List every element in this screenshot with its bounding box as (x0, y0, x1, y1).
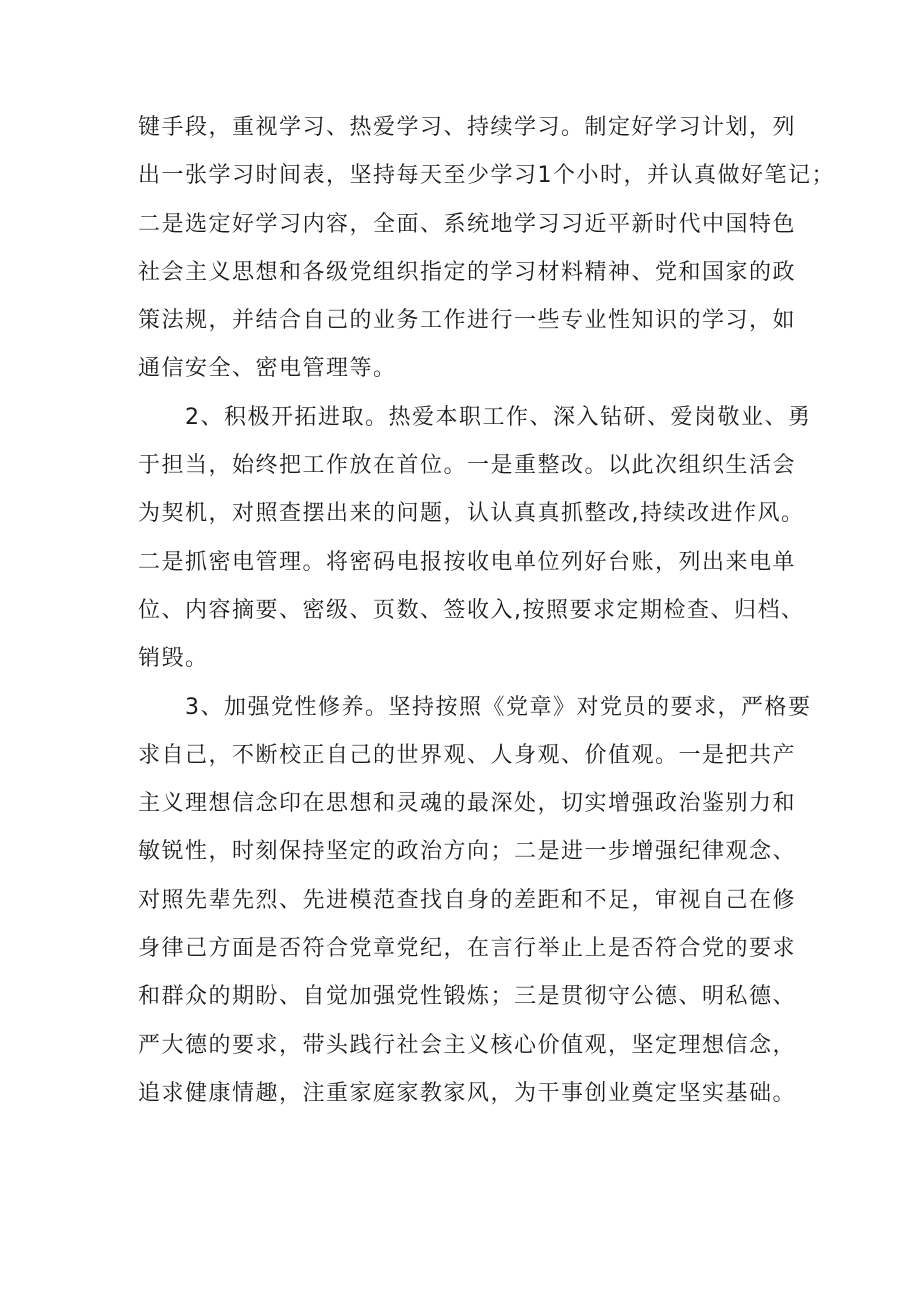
text-line-7: 2、积极开拓进取。热爱本职工作、深入钻研、爱岗敬业、勇 (138, 404, 812, 430)
text-line-18: 身律己方面是否符合党章党纪，在言行举止上是否符合党的要求 (138, 936, 797, 962)
text-line-8: 于担当，始终把工作放在首位。一是重整改。以此次组织生活会 (138, 453, 797, 479)
text-line-9: 为契机，对照查摆出来的问题，认认真真抓整改,持续改进作风。 (138, 501, 805, 527)
text-line-17: 对照先辈先烈、先进模范查找自身的差距和不足，审视自己在修 (138, 887, 797, 913)
text-line-21: 追求健康情趣，注重家庭家教家风，为干事创业奠定坚实基础。 (138, 1080, 797, 1106)
text-line-1: 键手段，重视学习、热爱学习、持续学习。制定好学习计划，列 (138, 115, 797, 140)
text-line-5: 策法规，并结合自己的业务工作进行一些专业性知识的学习，如 (138, 308, 797, 334)
text-line-19: 和群众的期盼、自觉加强党性锻炼；三是贯彻守公德、明私德、 (138, 984, 797, 1010)
text-line-15: 主义理想信念印在思想和灵魂的最深处，切实增强政治鉴别力和 (138, 791, 797, 817)
text-line-16: 敏锐性，时刻保持坚定的政治方向；二是进一步增强纪律观念、 (138, 839, 797, 865)
text-line-2: 出一张学习时间表，坚持每天至少学习1个小时，并认真做好笔记； (138, 163, 835, 189)
text-line-12: 销毁。 (138, 646, 209, 672)
text-line-4: 社会主义思想和各级党组织指定的学习材料精神、党和国家的政 (138, 259, 797, 285)
text-line-10: 二是抓密电管理。将密码电报按收电单位列好台账，列出来电单 (138, 549, 797, 575)
text-line-3: 二是选定好学习内容，全面、系统地学习习近平新时代中国特色 (138, 211, 797, 237)
text-line-13: 3、加强党性修养。坚持按照《党章》对党员的要求，严格要 (138, 694, 812, 720)
text-line-14: 求自己，不断校正自己的世界观、人身观、价值观。一是把共产 (138, 742, 797, 768)
text-line-11: 位、内容摘要、密级、页数、签收入,按照要求定期检查、归档、 (138, 597, 805, 623)
text-line-20: 严大德的要求，带头践行社会主义核心价值观，坚定理想信念， (138, 1032, 797, 1058)
text-line-6: 通信安全、密电管理等。 (138, 356, 397, 382)
document-body (138, 104, 835, 1118)
